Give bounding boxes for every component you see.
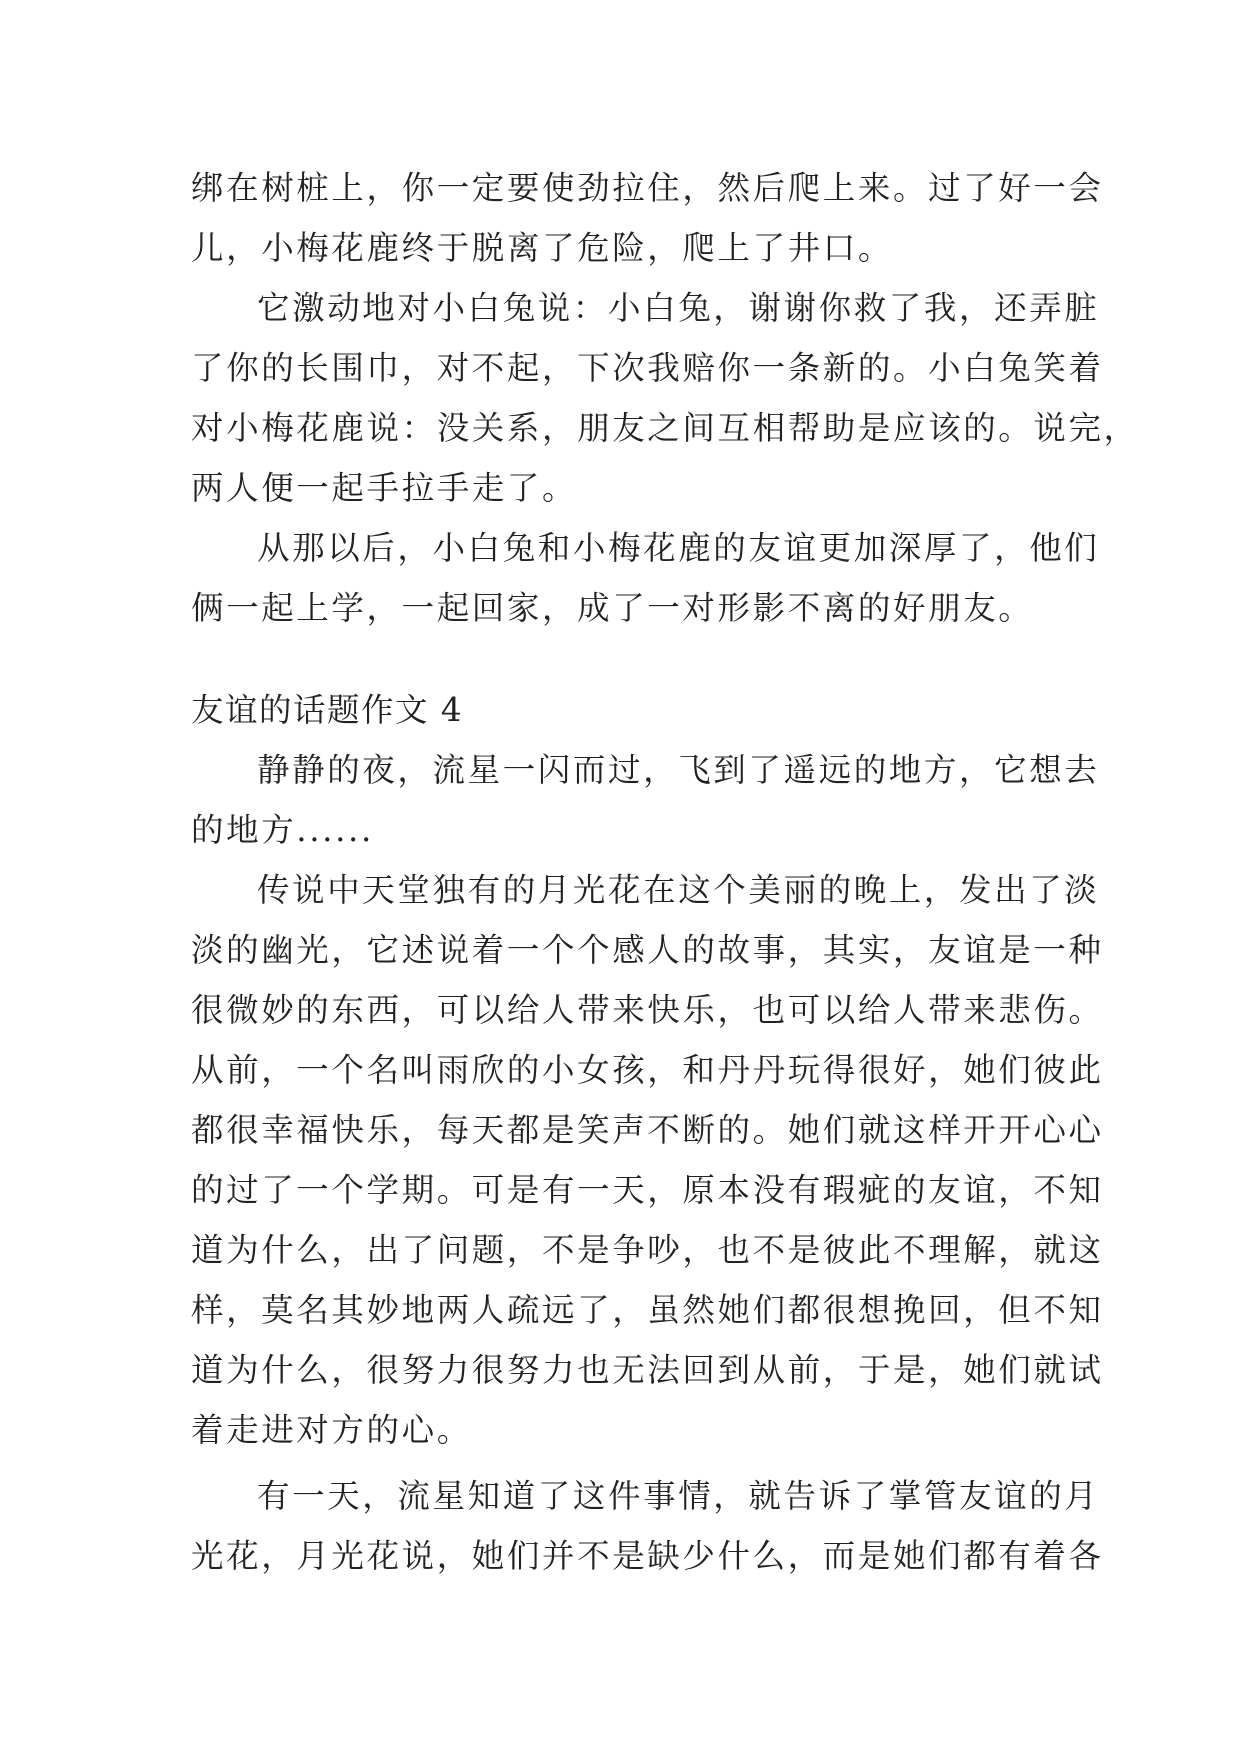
text-line: 从那以后，小白兔和小梅花鹿的友谊更加深厚了，他们	[257, 529, 1100, 567]
text-line: 有一天，流星知道了这件事情，就告诉了掌管友谊的月	[257, 1477, 1100, 1515]
paragraph	[191, 740, 1100, 860]
text-line: 道为什么，很努力很努力也无法回到从前，于是，她们就试	[191, 1351, 1104, 1389]
text-line: 的过了一个学期。可是有一天，原本没有瑕疵的友谊，不知	[191, 1171, 1104, 1209]
text-line: 从前，一个名叫雨欣的小女孩，和丹丹玩得很好，她们彼此	[191, 1051, 1104, 1089]
paragraph	[191, 158, 1104, 278]
text-line: 了你的长围巾，对不起，下次我赔你一条新的。小白兔笑着	[191, 349, 1104, 387]
paragraph	[191, 1466, 1104, 1586]
text-line: 儿，小梅花鹿终于脱离了危险，爬上了井口。	[191, 229, 894, 267]
text-line: 绑在树桩上，你一定要使劲拉住，然后爬上来。过了好一会	[191, 169, 1104, 207]
text-line: 很微妙的东西，可以给人带来快乐，也可以给人带来悲伤。	[191, 991, 1104, 1029]
text-line: 它激动地对小白兔说：小白兔，谢谢你救了我，还弄脏	[257, 289, 1100, 327]
document-body	[191, 158, 1139, 1586]
text-line: 光花，月光花说，她们并不是缺少什么，而是她们都有着各	[191, 1537, 1104, 1575]
text-line: 两人便一起手拉手走了。	[191, 469, 578, 507]
text-line: 传说中天堂独有的月光花在这个美丽的晚上，发出了淡	[257, 871, 1100, 909]
paragraph	[191, 518, 1100, 638]
paragraph	[191, 278, 1139, 518]
text-line: 都很幸福快乐，每天都是笑声不断的。她们就这样开开心心	[191, 1111, 1104, 1149]
text-line: 道为什么，出了问题，不是争吵，也不是彼此不理解，就这	[191, 1231, 1104, 1269]
text-line: 静静的夜，流星一闪而过，飞到了遥远的地方，它想去	[257, 751, 1100, 789]
text-line: 俩一起上学，一起回家，成了一对形影不离的好朋友。	[191, 589, 1034, 627]
section-heading: 友谊的话题作文 4	[191, 691, 464, 729]
text-line: 的地方......	[191, 811, 374, 849]
text-line: 淡的幽光，它述说着一个个感人的故事，其实，友谊是一种	[191, 931, 1104, 969]
paragraph	[191, 860, 1104, 1460]
text-line: 对小梅花鹿说：没关系，朋友之间互相帮助是应该的。说完，	[191, 409, 1139, 447]
text-line: 样，莫名其妙地两人疏远了，虽然她们都很想挽回，但不知	[191, 1291, 1104, 1329]
text-line: 着走进对方的心。	[191, 1411, 472, 1449]
